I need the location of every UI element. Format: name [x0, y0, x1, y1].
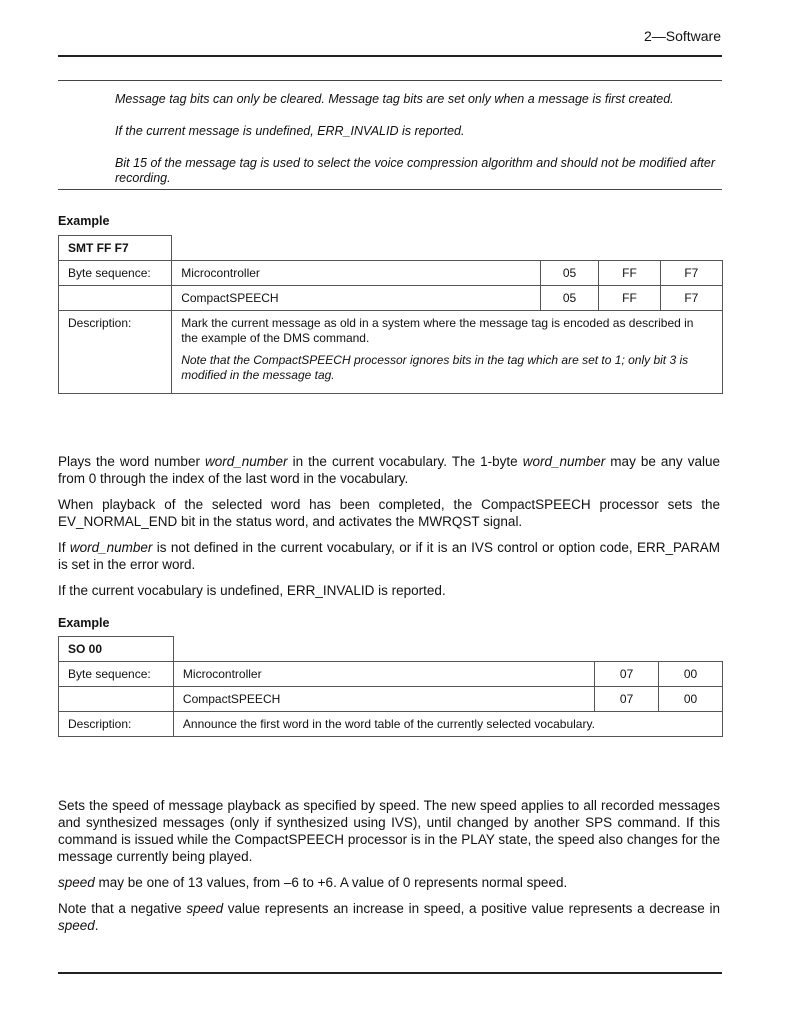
variable: word_number: [205, 454, 288, 469]
sps-paragraph-3: Note that a negative speed value represents an increase in speed, a positive value represents a decrease in speed.: [58, 901, 720, 933]
description-text: Mark the current message as old in a system where the message tag is encoded as described in the example of the DMS command.: [181, 316, 694, 345]
notes-top-rule: [58, 80, 722, 81]
so-paragraph-3: If word_number is not defined in the current vocabulary, or if it is an IVS control or option code, ERR_PARAM is set in the error word.: [58, 540, 720, 572]
footer-rule: [58, 972, 722, 974]
source-cell: CompactSPEECH: [172, 286, 541, 311]
variable: speed: [186, 901, 224, 916]
so-section: [58, 453, 720, 608]
source-cell: CompactSPEECH: [173, 687, 594, 712]
page-header-title: 2—Software: [643, 28, 721, 44]
command-cell: SO 00: [59, 637, 174, 662]
header-rule: [58, 55, 722, 57]
byte-cell: F7: [660, 261, 722, 286]
so-paragraph-4: If the current vocabulary is undefined, ERR_INVALID is reported.: [58, 583, 446, 598]
byte-cell: FF: [599, 286, 660, 311]
byte-cell: 07: [595, 687, 659, 712]
variable: word_number: [522, 454, 606, 469]
so-paragraph-1: Plays the word number word_number in the current vocabulary. The 1-byte word_number may be any value from 0 through the index of the last word in the vocabulary.: [58, 454, 720, 486]
so-paragraph-2: When playback of the selected word has been completed, the CompactSPEECH processor sets the EV_NORMAL_END bit in the status word, and activates the MWRQST signal.: [58, 497, 720, 529]
description-note: Note that the CompactSPEECH processor ignores bits in the tag which are set to 1; only bit 3 is modified in the message tag.: [181, 353, 689, 382]
variable: word_number: [69, 540, 153, 555]
byte-cell: 07: [595, 662, 659, 687]
variable: speed: [58, 875, 95, 890]
byte-sequence-label: Byte sequence:: [59, 662, 174, 687]
command-cell: SMT FF F7: [59, 236, 172, 261]
variable: speed: [58, 918, 95, 933]
description-cell: [172, 311, 723, 394]
byte-cell: 05: [540, 286, 599, 311]
description-text: Announce the first word in the word table of the currently selected vocabulary.: [173, 712, 722, 737]
sps-paragraph-1: Sets the speed of message playback as specified by speed. The new speed applies to all recorded messages and synthesized messages (only if synthesized using IVS), until changed by another SPS command. If this command is issued while the CompactSPEECH processor is in the PLAY state, the speed also changes for the message currently being played.: [58, 798, 720, 864]
byte-cell: 00: [659, 662, 723, 687]
example-table-so: [58, 636, 723, 737]
source-cell: Microcontroller: [172, 261, 541, 286]
note-1: Message tag bits can only be cleared. Message tag bits are set only when a message is first created.: [115, 92, 674, 106]
note-3: Bit 15 of the message tag is used to select the voice compression algorithm and should not be modified after recording.: [115, 156, 715, 185]
description-label: Description:: [59, 712, 174, 737]
byte-sequence-label: Byte sequence:: [59, 261, 172, 286]
byte-cell: F7: [660, 286, 722, 311]
description-label: Description:: [59, 311, 172, 394]
source-cell: Microcontroller: [173, 662, 594, 687]
sps-section: [58, 797, 720, 943]
example-label: Example: [58, 616, 110, 630]
byte-cell: FF: [599, 261, 660, 286]
byte-cell: 00: [659, 687, 723, 712]
sps-paragraph-2: speed may be one of 13 values, from –6 to +6. A value of 0 represents normal speed.: [58, 875, 568, 890]
notes-bottom-rule: [58, 189, 722, 190]
byte-cell: 05: [540, 261, 599, 286]
note-2: If the current message is undefined, ERR_INVALID is reported.: [115, 124, 465, 138]
example-label: Example: [58, 214, 110, 228]
example-table-smt: [58, 235, 723, 394]
